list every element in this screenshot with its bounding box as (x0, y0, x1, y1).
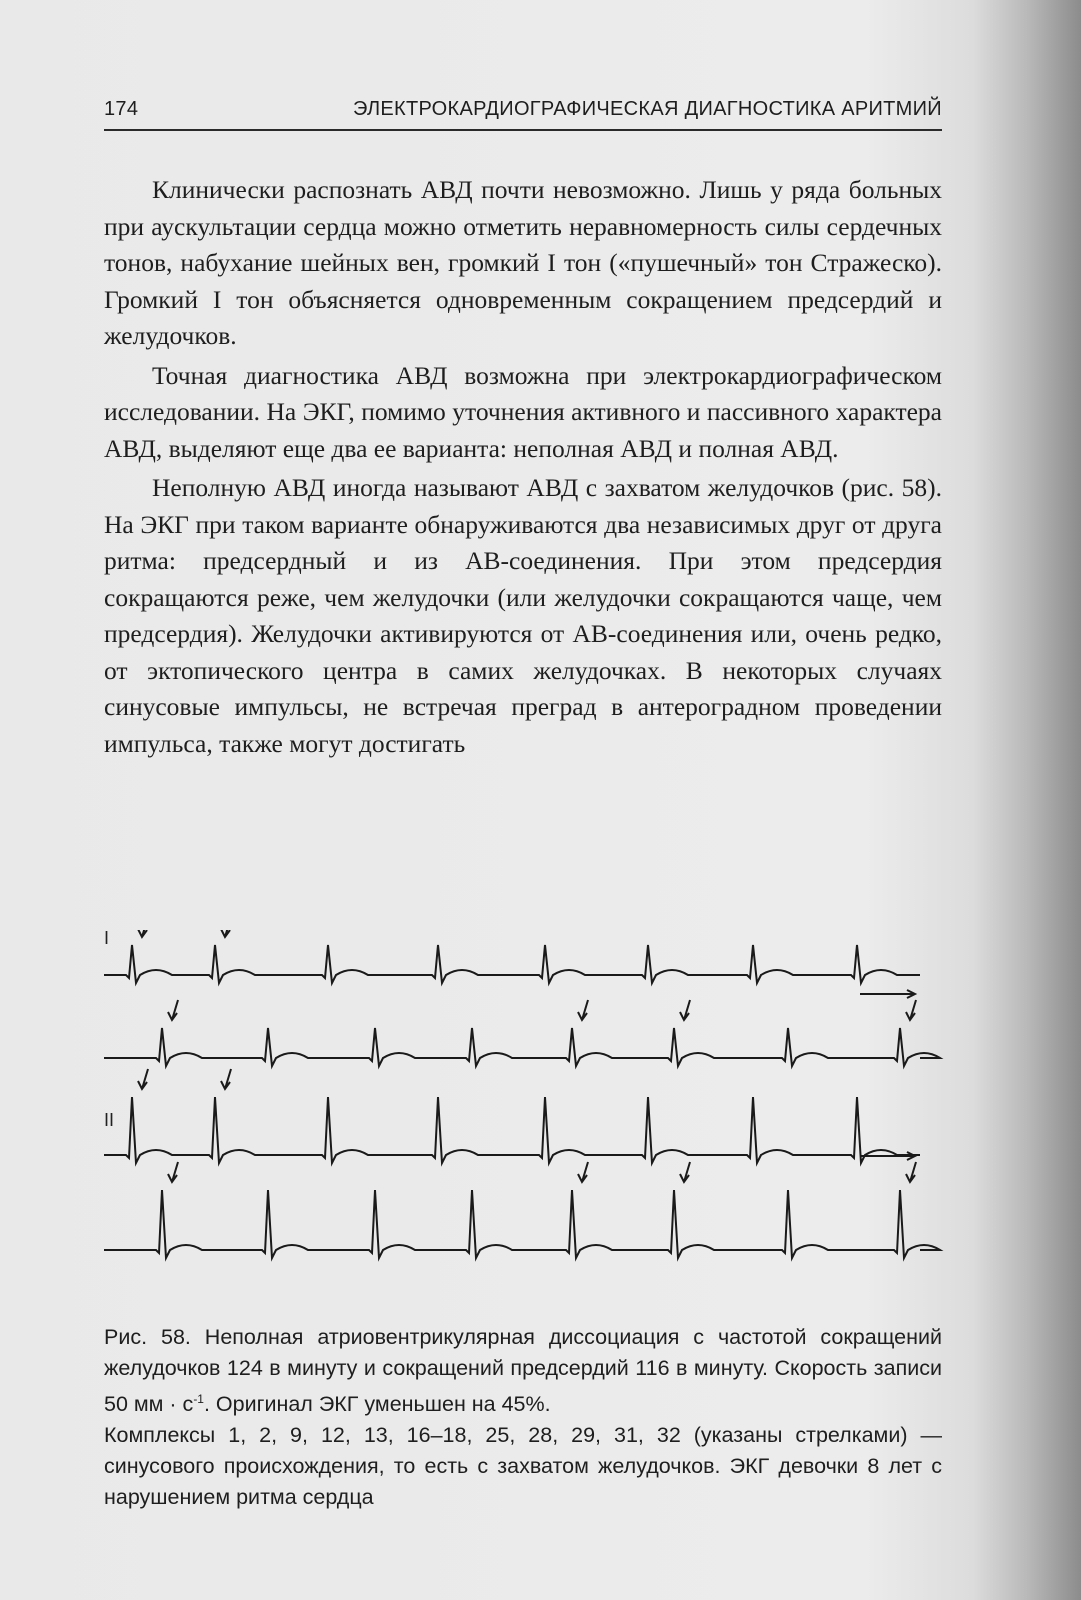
ecg-trace (104, 1190, 940, 1258)
ecg-trace (104, 1097, 920, 1163)
capture-arrow-icon (906, 1162, 916, 1182)
capture-arrow-icon (138, 1069, 148, 1089)
capture-arrow-icon (168, 1162, 178, 1182)
capture-arrow-icon (221, 1069, 231, 1089)
capture-arrow-icon (138, 930, 148, 937)
ecg-strips (100, 930, 950, 1280)
right-arrow-icon (860, 990, 915, 998)
capture-arrow-icon (906, 1000, 916, 1020)
ecg-trace (104, 1028, 940, 1066)
ecg-trace (104, 945, 920, 983)
figure-caption (104, 1322, 942, 1513)
capture-arrow-icon (680, 1162, 690, 1182)
body-text (104, 172, 942, 765)
caption-note: Комплексы 1, 2, 9, 12, 13, 16–18, 25, 28, 29, 31, 32 (указаны стрелками) — синусового происхождения, то есть с захватом желудочков. ЭКГ девочки 8 лет с нарушением ритма сердца (104, 1423, 942, 1510)
running-title: ЭЛЕКТРОКАРДИОГРАФИЧЕСКАЯ ДИАГНОСТИКА АРИТМИЙ (352, 98, 942, 120)
capture-arrow-icon (221, 930, 231, 937)
lead-label-i: I (104, 930, 110, 948)
lead-label-ii: II (104, 1110, 115, 1130)
ecg-figure (100, 930, 950, 1280)
capture-arrow-icon (168, 1000, 178, 1020)
paragraph: Неполную АВД иногда называют АВД с захватом желудочков (рис. 58). На ЭКГ при таком варианте обнаруживаются два независимых друг от друга ритма: предсердный и из АВ-соединения. При этом предсердия сокращаются реже, чем желудочки (или желудочки сокращаются чаще, чем предсердия). Желудочки активируются от АВ-соединения или, очень редко, от эктопического центра в самих желудочках. В некоторых случаях синусовые импульсы, не встречая преград в антероградном проведении импульса, также могут достигать (104, 473, 942, 758)
capture-arrow-icon (578, 1162, 588, 1182)
page-number: 174 (104, 98, 139, 120)
running-header (104, 98, 942, 131)
caption-title: Рис. 58. Неполная атриовентрикулярная диссоциация с частотой сокращений желудочков 124 в минуту и сокращений предсердий 116 в минуту. Скорость записи 50 мм · $с^{-1}$. Оригинал ЭКГ уменьшен на 45%. (104, 1325, 942, 1417)
paragraph: Точная диагностика АВД возможна при электрокардиографическом исследовании. На ЭКГ, помимо уточнения активного и пассивного характера АВД, выделяют еще два ее варианта: неполная АВД и полная АВД. (104, 360, 942, 463)
paragraph: Клинически распознать АВД почти невозможно. Лишь у ряда больных при аускультации сердца можно отметить неравномерность силы сердечных тонов, набухание шейных вен, громкий I тон («пушечный» тон Стражеско). Громкий I тон объясняется одновременным сокращением предсердий и желудочков. (104, 175, 942, 350)
capture-arrow-icon (680, 1000, 690, 1020)
capture-arrow-icon (578, 1000, 588, 1020)
